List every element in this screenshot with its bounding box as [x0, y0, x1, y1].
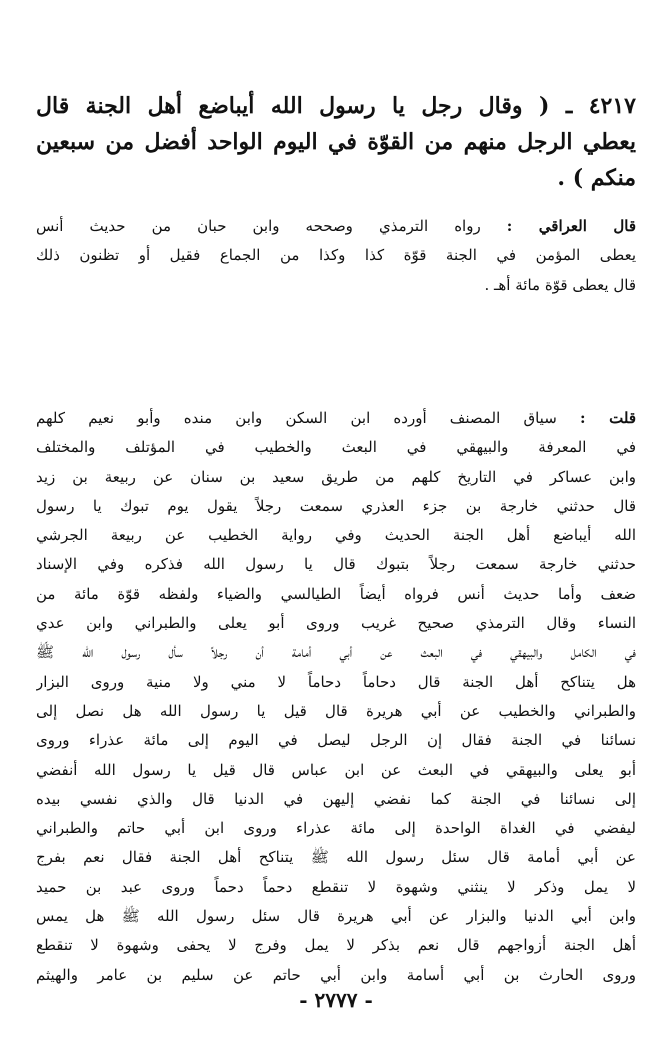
commentary-line: عن أبي أمامة قال سئل رسول الله ﷺ يتناكح أهل الجنة فقال نعم بفرج	[36, 848, 636, 867]
qultu-first-line-text: سياق المصنف أورده ابن السكن وابن منده وأبو نعيم كلهم	[36, 409, 580, 427]
qultu-lead: قلت :	[579, 409, 636, 427]
iraqi-first-line-text: رواه الترمذي وصححه وابن حبان من حديث أنس	[36, 217, 507, 235]
commentary-line: ضعف وأما حديث أنس فرواه أيضاً الطيالسي والضياء ولفظه قوّة مائة من	[36, 584, 636, 603]
qultu-commentary	[36, 404, 636, 990]
hadith-line: ٤٢١٧ ـ ( وقال رجل يا رسول الله أيباضع أهل الجنة قال	[36, 93, 636, 119]
commentary-line: أهل الجنة أزواجهم قال نعم بذكر لا يمل وفرج لا يحفى وشهوة لا تنقطع	[36, 936, 636, 955]
commentary-line: والطبراني والخطيب عن أبي هريرة قال قيل يا رسول الله هل نصل إلى	[36, 701, 636, 720]
commentary-line	[36, 404, 636, 433]
commentary-line: قال يعطى قوّة مائة أهـ .	[484, 275, 636, 294]
commentary-line: قال حدثني خارجة بن جزء العذري سمعت رجلاً يقول يوم تبوك يا رسول	[36, 496, 636, 515]
commentary-line: الله أيباضع أهل الجنة الحديث وفي رواية الخطيب عن ربيعة الجرشي	[36, 526, 636, 545]
commentary-line: أبو يعلى والبيهقي في البعث عن ابن عباس قال قيل يا رسول الله أنفضي	[36, 760, 636, 779]
commentary-line: وابن عساكر في التاريخ كلهم من طريق سعيد بن سنان عن ربيعة بن زيد	[36, 467, 636, 486]
commentary-line: وروى الحارث بن أبي أسامة وابن أبي حاتم عن سليم بن عامر والهيثم	[36, 965, 636, 984]
hadith-line: يعطي الرجل منهم من القوّة في اليوم الواحد أفضل من سبعين	[36, 129, 636, 155]
commentary-line: لا يمل وذكر لا ينثني وشهوة لا تنقطع دحماً دحماً وروى عبد بن حميد	[36, 877, 636, 896]
commentary-line: إلى نسائنا في الجنة كما نفضي إليهن في الدنيا قال والذي نفسي بيده	[36, 789, 636, 808]
commentary-line	[36, 212, 636, 241]
book-page	[36, 88, 636, 1028]
commentary-line: النساء وقال الترمذي صحيح غريب وروى أبو يعلى والطبراني وابن عدي	[36, 614, 636, 633]
commentary-line: نسائنا في الجنة فقال إن الرجل ليصل في اليوم إلى مائة عذراء وروى	[36, 731, 636, 750]
commentary-line: يعطى المؤمن في الجنة قوّة كذا وكذا من الجماع فقيل أو تظنون ذلك	[36, 246, 636, 265]
commentary-line: في المعرفة والبيهقي في البعث والخطيب في المؤتلف والمختلف	[36, 438, 636, 457]
commentary-line: حدثني خارجة سمعت رجلاً بتبوك قال يا رسول الله فذكره وفي الإسناد	[36, 555, 636, 574]
commentary-line: في الكامل والبيهقي في البعث عن أبي أمامة أن رجلاً سأل رسول الله ﷺ	[36, 643, 636, 662]
commentary-line: وابن أبي الدنيا والبزار عن أبي هريرة قال سئل رسول الله ﷺ هل يمس	[36, 907, 636, 926]
iraqi-commentary	[36, 212, 636, 300]
hadith-text	[36, 88, 636, 196]
commentary-line: ليفضي في الغداة الواحدة إلى مائة عذراء وروى ابن أبي حاتم والطبراني	[36, 819, 636, 838]
iraqi-lead: قال العراقي :	[506, 217, 636, 235]
commentary-line: هل يتناكح أهل الجنة قال دحاماً دحاماً لا مني ولا منية وروى البزار	[36, 672, 636, 691]
hadith-line: منكم ) .	[557, 165, 636, 191]
page-number: - ٢٧٧٧ -	[299, 988, 373, 1012]
